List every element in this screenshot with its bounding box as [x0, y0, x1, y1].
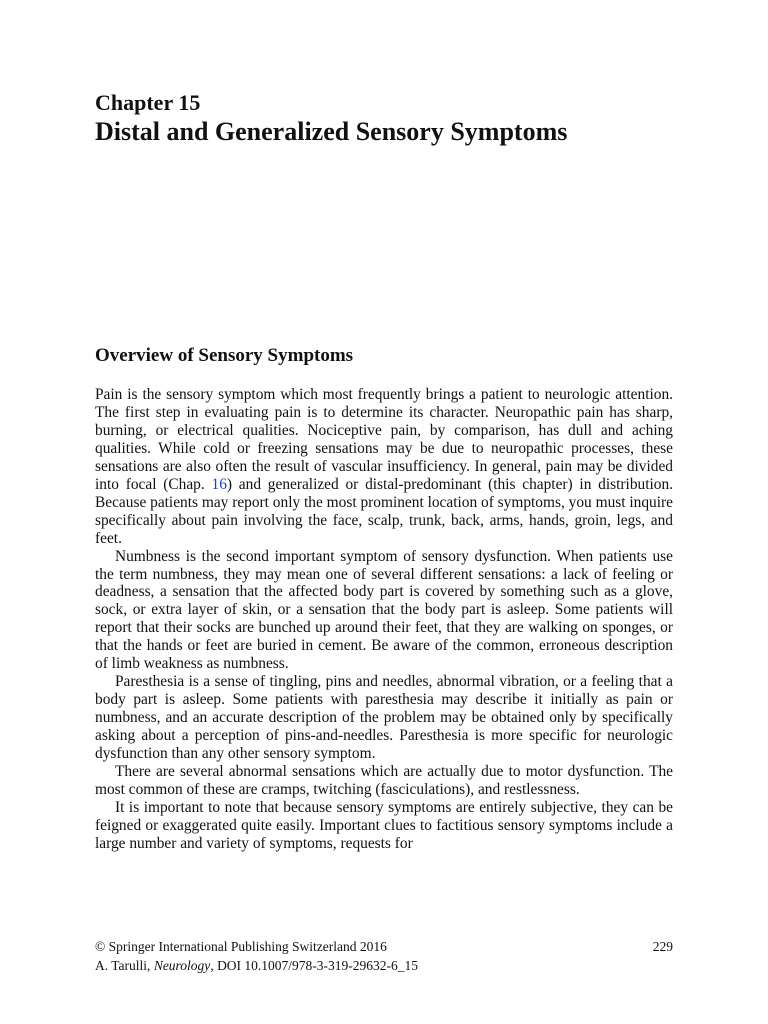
paragraph-pain-text-end: ) and generalized or distal-predominant (this chapter) in distribution. Because patients may report only the most prominent location of symptoms, you must inquire specifically about pain involving the face, scalp, trunk, back, arms, hands, groin, legs, and feet.: [95, 475, 673, 547]
citation-author: A. Tarulli,: [95, 958, 154, 973]
chapter-16-link[interactable]: 16: [211, 475, 227, 493]
paragraph-pain: [95, 386, 673, 548]
paragraph-motor-dysfunction: There are several abnormal sensations which are actually due to motor dysfunction. The most common of these are cramps, twitching (fasciculations), and restlessness.: [95, 763, 673, 798]
page-number: 229: [652, 939, 673, 954]
chapter-label: Chapter 15: [95, 90, 201, 115]
section-heading: Overview of Sensory Symptoms: [95, 345, 354, 366]
copyright-notice: © Springer International Publishing Switzerland 2016: [95, 939, 387, 954]
chapter-title: Distal and Generalized Sensory Symptoms: [95, 117, 568, 146]
citation-book-title: Neurology: [153, 958, 211, 973]
paragraph-paresthesia: Paresthesia is a sense of tingling, pins and needles, abnormal vibration, or a feeling that a body part is asleep. Some patients with paresthesia may describe it initially as pain or numbness, and an accurate description of the problem may be obtained only by specifically asking about a perception of pins-and-needles. Paresthesia is more specific for neurologic dysfunction than any other sensory symptom.: [95, 673, 673, 763]
paragraph-factitious: It is important to note that because sensory symptoms are entirely subjective, they can be feigned or exaggerated quite easily. Important clues to factitious sensory symptoms include a large number and variety of symptoms, requests for: [95, 798, 673, 852]
paragraph-numbness: Numbness is the second important symptom of sensory dysfunction. When patients use the term numbness, they may mean one of several different sensations: a lack of feeling or deadness, a sensation that the affected body part is covered by something such as a glove, sock, or extra layer of skin, or a sensation that the body part is asleep. Some patients will report that their socks are bunched up around their feet, that they are walking on sponges, or that the hands or feet are buried in cement. Be aware of the common, erroneous description of limb weakness as numbness.: [95, 547, 673, 673]
body-text: [95, 386, 673, 853]
page-footer: [95, 937, 673, 975]
citation-doi: , DOI 10.1007/978-3-319-29632-6_15: [210, 958, 419, 973]
citation-line: [95, 956, 673, 975]
paragraph-pain-text-start: Pain is the sensory symptom which most frequently brings a patient to neurologic attention. The first step in evaluating pain is to determine its character. Neuropathic pain has sharp, burning, or electrical qualities. Nociceptive pain, by comparison, has dull and aching qualities. While cold or freezing sensations may be due to neuropathic processes, these sensations are also often the result of vascular insufficiency. In general, pain may be divided into focal (Chap.: [95, 386, 673, 493]
